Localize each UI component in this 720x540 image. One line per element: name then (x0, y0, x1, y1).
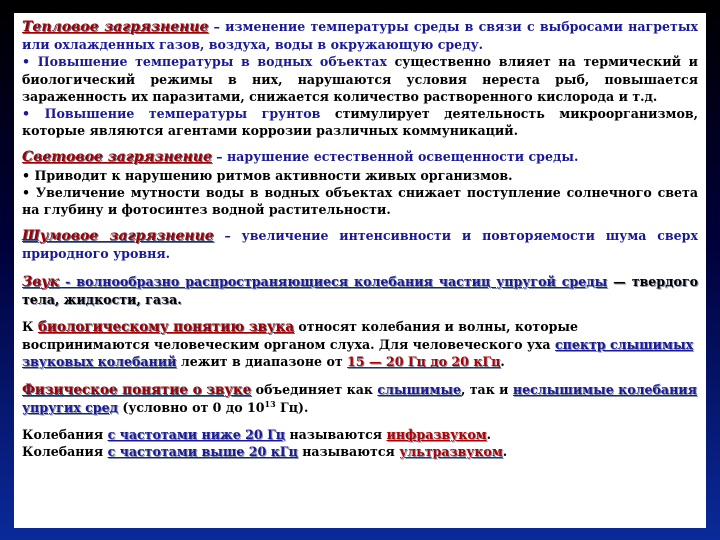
biological-sound-term: биологическому понятию звука (37, 319, 294, 336)
light-pollution-term: Световое загрязнение (22, 149, 212, 166)
exponent: 13 (264, 398, 276, 409)
ultrasound-mid: называются (297, 444, 400, 460)
bullet-icon: • (22, 54, 31, 70)
sound-definition (22, 273, 698, 308)
infrasound-line (22, 426, 698, 443)
bullet-icon: • (22, 106, 31, 122)
sound-definition-rest: — твердого тела, жидкости, газа. (22, 273, 698, 307)
water-temperature-bullet (22, 53, 698, 105)
physical-sound-concept (22, 381, 698, 416)
audible-spectrum: спектр слышимых звуковых колебаний (22, 337, 694, 370)
ultrasound-frequency: с частотами выше 20 кГц (107, 444, 298, 460)
noise-pollution-term: Шумовое загрязнение (22, 228, 214, 245)
activity-rhythm-bullet (22, 167, 698, 184)
ultrasound-name: ультразвуком (399, 444, 503, 460)
sound-definition-text: - волнообразно распространяющиеся колебания частиц упругой среды (59, 273, 608, 289)
audible-label: слышимые (377, 381, 461, 397)
biological-sound-pre: К (22, 319, 38, 335)
noise-pollution-definition (22, 227, 698, 262)
water-turbidity-bullet (22, 184, 698, 218)
thermal-pollution-definition (22, 18, 698, 53)
biological-sound-text-2: лежит в диапазоне от (176, 354, 348, 370)
infrasound-name: инфразвуком (386, 427, 487, 443)
ultrasound-line (22, 443, 698, 460)
inaudible-label: неслышимые колебания упругих сред (22, 381, 697, 415)
water-turbidity-text: Увеличение мутности воды в водных объектах снижает поступление солнечного света на глубину и фотосинтез водной растительности. (22, 184, 698, 218)
soil-temperature-lead: Повышение температуры грунтов (30, 106, 321, 122)
infrasound-end: . (486, 427, 492, 443)
sound-term: Звук (22, 273, 60, 290)
light-pollution-definition (22, 148, 698, 166)
audible-range: 15 — 20 Гц до 20 кГц (347, 354, 501, 370)
physical-sound-end: Гц). (275, 399, 309, 415)
ultrasound-pre: Колебания (22, 444, 108, 460)
light-pollution-text: – нарушение естественной освещенности среды. (211, 149, 579, 165)
thermal-pollution-text: – изменение температуры среды в связи с выбросами нагретых или охлажденных газов, воздуха, воды в окружающую среду. (22, 19, 698, 53)
noise-pollution-text: – увеличение интенсивности и повторяемости шума сверх природного уровня. (22, 228, 698, 262)
infrasound-frequency: с частотами ниже 20 Гц (107, 427, 286, 443)
biological-sound-text: относят колебания и волны, которые воспринимаются человеческим органом слуха. Для человеческого уха (22, 319, 579, 353)
water-temperature-text: существенно влияет на термический и биологический режимы в них, нарушаются условия нереста рыб, повышается зараженность их паразитами, снижается количество растворенного кислорода и т.д. (22, 54, 699, 104)
activity-rhythm-text: Приводит к нарушению ритмов активности живых организмов. (30, 167, 513, 183)
bullet-icon: • (22, 167, 31, 183)
ultrasound-end: . (502, 444, 508, 460)
water-temperature-lead: Повышение температуры в водных объектах (30, 54, 387, 70)
biological-sound-concept (22, 318, 698, 371)
biological-sound-end: . (500, 354, 505, 370)
slide-panel (14, 13, 706, 528)
infrasound-pre: Колебания (22, 427, 108, 443)
physical-sound-text-2: , так и (460, 381, 513, 397)
infrasound-mid: называются (285, 427, 387, 443)
physical-sound-text-3: (условно от 0 до 10 (117, 399, 265, 415)
bullet-icon: • (22, 184, 31, 200)
soil-temperature-text: стимулирует деятельность микроорганизмов, которые являются агентами коррозии различных коммуникаций. (22, 106, 698, 139)
soil-temperature-bullet (22, 105, 698, 139)
physical-sound-text: объединяет как (251, 381, 378, 397)
physical-sound-term: Физическое понятие о звуке (22, 381, 252, 398)
thermal-pollution-term: Тепловое загрязнение (22, 19, 209, 35)
